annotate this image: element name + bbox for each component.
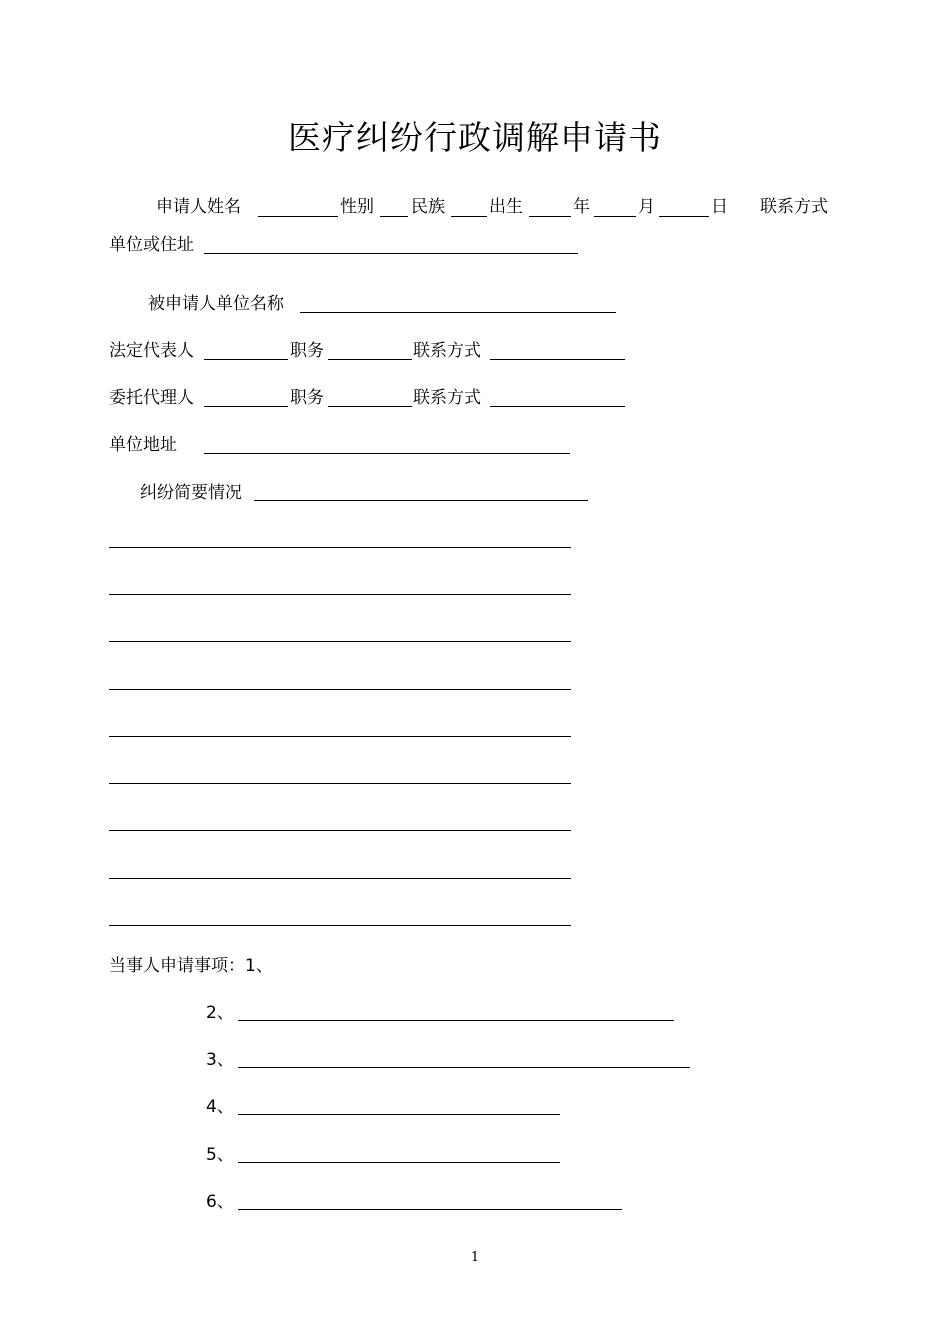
legal-rep-position-blank[interactable] <box>328 359 412 360</box>
birth-year-blank[interactable] <box>529 216 571 217</box>
applicant-contact-label: 联系方式 <box>760 197 828 217</box>
request-item-number: 5、 <box>206 1145 234 1165</box>
birth-month-blank[interactable] <box>594 216 636 217</box>
year-label: 年 <box>573 197 590 217</box>
request-item-number: 6、 <box>206 1192 234 1212</box>
request-item-blank[interactable] <box>238 1114 560 1115</box>
ethnicity-blank[interactable] <box>451 216 487 217</box>
legal-rep-contact-blank[interactable] <box>490 359 625 360</box>
request-item-blank[interactable] <box>238 1209 622 1210</box>
page-number: 1 <box>470 1250 480 1265</box>
birth-label: 出生 <box>489 197 523 217</box>
summary-line[interactable] <box>109 830 571 831</box>
legal-rep-blank[interactable] <box>204 359 288 360</box>
unit-address-label: 单位地址 <box>109 435 177 455</box>
request-item-number: 3、 <box>206 1050 234 1070</box>
agent-position-label: 职务 <box>290 388 324 408</box>
request-item-blank[interactable] <box>238 1162 560 1163</box>
ethnicity-label: 民族 <box>411 197 445 217</box>
agent-contact-blank[interactable] <box>490 406 625 407</box>
respondent-unit-blank[interactable] <box>300 312 616 313</box>
request-item-number: 4、 <box>206 1097 234 1117</box>
summary-line[interactable] <box>109 925 571 926</box>
applicant-address-label: 单位或住址 <box>109 235 194 255</box>
legal-rep-position-label: 职务 <box>290 341 324 361</box>
agent-label: 委托代理人 <box>109 388 194 408</box>
summary-line[interactable] <box>109 547 571 548</box>
dispute-summary-blank[interactable] <box>254 500 588 501</box>
agent-contact-label: 联系方式 <box>413 388 481 408</box>
summary-line[interactable] <box>109 736 571 737</box>
day-label: 日 <box>711 197 728 217</box>
summary-line[interactable] <box>109 689 571 690</box>
applicant-name-label: 申请人姓名 <box>156 197 241 217</box>
legal-rep-contact-label: 联系方式 <box>413 341 481 361</box>
summary-line[interactable] <box>109 641 571 642</box>
applicant-name-blank[interactable] <box>258 216 338 217</box>
unit-address-blank[interactable] <box>204 453 570 454</box>
gender-label: 性别 <box>340 197 374 217</box>
summary-line[interactable] <box>109 594 571 595</box>
request-item-blank[interactable] <box>238 1020 674 1021</box>
request-item-blank[interactable] <box>238 1067 690 1068</box>
month-label: 月 <box>638 197 655 217</box>
birth-day-blank[interactable] <box>659 216 709 217</box>
dispute-summary-label: 纠纷简要情况 <box>140 483 242 503</box>
requests-label: 当事人申请事项：1、 <box>109 956 273 976</box>
legal-rep-label: 法定代表人 <box>109 341 194 361</box>
summary-line[interactable] <box>109 783 571 784</box>
agent-position-blank[interactable] <box>328 406 412 407</box>
request-item-number: 2、 <box>206 1003 234 1023</box>
gender-blank[interactable] <box>380 216 408 217</box>
document-title: 医疗纠纷行政调解申请书 <box>288 118 662 157</box>
respondent-unit-label: 被申请人单位名称 <box>148 294 284 314</box>
summary-line[interactable] <box>109 878 571 879</box>
applicant-address-blank[interactable] <box>204 253 578 254</box>
agent-blank[interactable] <box>204 406 288 407</box>
